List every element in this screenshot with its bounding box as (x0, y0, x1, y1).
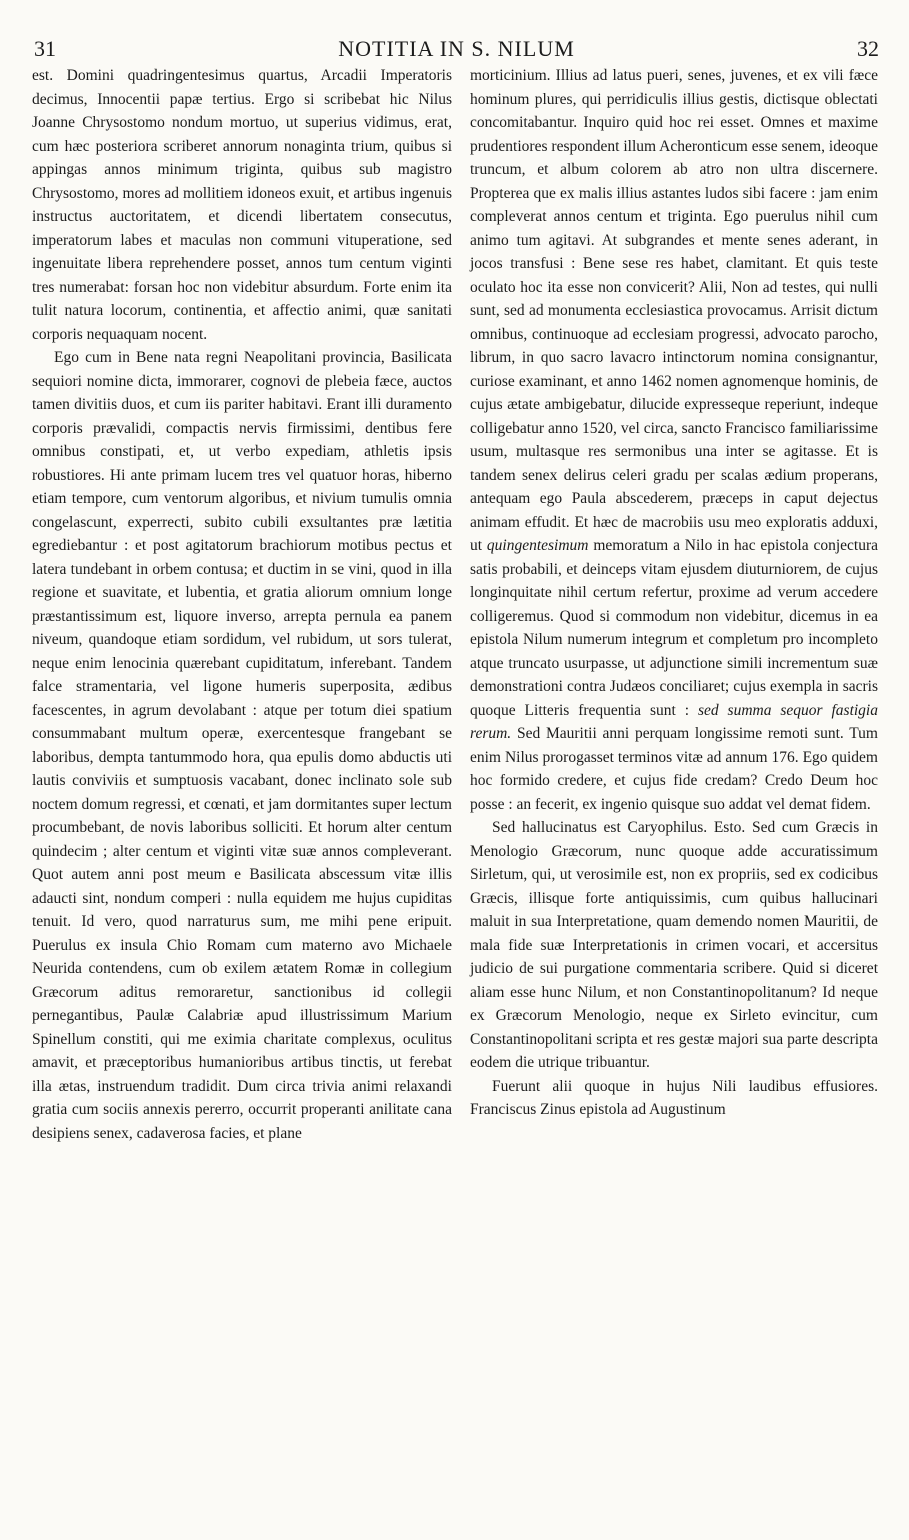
right-column (470, 64, 878, 1122)
left-column (32, 64, 452, 1145)
right-paragraph-1-text: morticinium. Illius ad latus pueri, senes, juvenes, et ex vili fæce hominum plures, qui perridiculis illius gestis, dictisque oblectati concomitabantur. Inquiro quid hoc rei esset. Omnes et maxime prudentiores respondent illum Acheronticum esse senem, ideoque truncum, et album colorem ab atro non ultra discernere. Propterea que ex malis illius astantes ludos sibi facere : jam enim compleverat annos centum et triginta. Ego puerulus nihil cum animo tum agitavi. At subgrandes et mente senes aderant, in jocos transfusi : Bene sese res habet, clamitant. Et quis teste oculato hoc ita esse non convicerit? Alii, Non ad testes, qui nulli sunt, sed ad monumenta ecclesiastica provocamus. Arrisit dictum omnibus, continuoque ad ecclesiam progressi, advocato parocho, librum, in quo sacro lavacro intinctorum nomina consignantur, curiose examinant, et anno 1462 nomen agnomenque hominis, de cujus ætate ambigebatur, dilucide expresseque reperiunt, indeque colligebatur anno 1520, vel circa, sancto Francisco familiarissime usum, multasque res sermonibus una inter se agitasse. Et is tandem senex delirus celeri gradu per scalas ædium properans, antequam ego Paula abscederem, præceps in caput dejectus animam effudit. Et hæc de macrobiis usu meo exploratis adduxi, ut (470, 67, 878, 554)
left-paragraph-1: est. Domini quadringentesimus quartus, Arcadii Imperatoris decimus, Innocentii papæ tertius. Ergo si scribebat hic Nilus Joanne Chrysostomo nondum mortuo, ut superius vidimus, erat, cum hæc posteriora scriberet annorum nonaginta trium, quibus si appingas annos minimum triginta, quibus sub magistro Chrysostomo, mores ad mollitiem idoneos exuit, et artibus ingenuis instructus auctoritatem, et dicendi libertatem consecutus, imperatorum labes et maculas non communi vituperatione, sed ingenuitate libera reprehendere posset, annos tum centum viginti tres numerabat: forsan hoc non videbitur absurdum. Forte enim ita tulit natura locorum, continentia, et affectio animi, quæ sanitati corporis nequaquam nocent. (32, 67, 452, 343)
right-paragraph-2: Sed hallucinatus est Caryophilus. Esto. Sed cum Græcis in Menologio Græcorum, nunc quoque adde accuratissimum Sirletum, qui, ut verosimile est, non ex propriis, sed ex codicibus Græcis, illisque forte antiquissimis, cum quibus hallucinari maluit in sua Interpretatione, quam demendo nomen Mauritii, de mala fide suæ Interpretationis in crimen vocari, et accersitus judicio de sui purgatione commentaria scribere. Quid si diceret aliam esse hunc Nilum, et non Constantinopolitanum? Id neque ex Græcorum Menologio, neque ex Sirleto evincitur, cum Constantinopolitani scripta et res gestæ majori sua parte descripta eodem die utrique tribuantur. (470, 819, 878, 1071)
right-paragraph-1-continued: memoratum a Nilo in hac epistola conjectura satis probabili, et deinceps vitam ejusdem diuturniorem, de cujus longinquitate nihil certum refertur, proxime ad verum accedere colligeremus. Quod si commodum non videbitur, dicemus in ea epistola Nilum numerum integrum et completum pro incompleto atque truncato usurpasse, ut adjunctione simili incrementum suæ demonstrationi contra Judæos conciliaret; cujus exempla in sacris quoque Litteris frequentia sunt : (470, 537, 878, 719)
running-header (34, 34, 879, 64)
running-title: NOTITIA IN S. NILUM (338, 36, 575, 61)
page-number-left: 31 (34, 36, 56, 61)
right-paragraph-1-end: Sed Mauritii anni perquam longissime remoti sunt. Tum enim Nilus prorogasset terminos vitæ ad annum 176. Ego quidem hoc formido credere, et cujus fide credam? Credo Deum hoc posse : an fecerit, ex ingenio quisque suo addat vel demat fidem. (470, 725, 878, 813)
left-paragraph-2: Ego cum in Bene nata regni Neapolitani provincia, Basilicata sequiori nomine dicta, immorarer, cognovi de plebeia fæce, auctos tamen divitiis duos, et cum iis pariter habitavi. Erant illi duramento corporis prævalidi, compactis nervis firmissimi, dentibus fere omnibus constipati, et, ut verbo expediam, athletis ipsis robustiores. Hi ante primam lucem tres vel quatuor horas, hiberno etiam tempore, cum ventorum algoribus, et nivium tumulis omnia congelascunt, experrecti, subito cubili exsultantes præ lætitia egrediebantur : et post agitatorum brachiorum motibus pectus et latera tundebant in orbem contusa; et ductim in se vini, quod in illa regione et suavitate, et lubentia, et gratia aliorum omnium longe præstantissimum est, liquore inverso, arrepta pernula ea panem niveum, quandoque etiam sordidum, vel rubidum, ut sors tulerat, neque enim lenocinia quærebant cupiditatum, inferebant. Tandem falce stramentaria, vel ligone humeris superposita, ædibus facescentes, in agrum devolabant : atque per totum diei spatium consummabant multum operæ, exercentesque frangebant se laboribus, dempta tantummodo hora, qua epulis domo abductis uti lautis conviviis et sumptuosis vacabant, donec inclinato sole sub noctem domum regressi, et cœnati, et jam dormitantes super lectum procumbebant, de novis laboribus solliciti. Et horum alter centum quindecim ; alter centum et viginti vitæ suæ annos compleverant. Quot autem anni post meum e Basilicata abscessum vitæ illis adaucti sint, nondum comperi : nulla equidem me hujus cupiditas tenuit. Id vero, quod narraturus sum, me mihi pene eripuit. Puerulus ex insula Chio Romam cum materno avo Michaele Neurida contendens, cum ob exilem ætatem Romæ in collegium Græcorum aditus remoraretur, sanctionibus id collegii pernegantibus, Paulæ Calabriæ apud illustrissimum Marium Spinellum constiti, qui me eximia charitate complexus, oculitus amavit, et præceptoribus humanioribus artibus tinctis, ut ferebat illa ætas, instruendum tradidit. Dum circa trivia animi relaxandi gratia cum sociis annexis pererro, occurrit properanti anilitate cana desipiens senex, cadaverosa facies, et plane (32, 349, 452, 1142)
italic-quotation: sed summa sequor fastigia rerum. (470, 701, 878, 742)
italic-quingentesimum: quingentesimum (486, 537, 589, 554)
right-paragraph-3: Fuerunt alii quoque in hujus Nili laudibus effusiores. Franciscus Zinus epistola ad Augustinum (470, 1077, 878, 1118)
right-paragraph-1 (470, 64, 878, 816)
page-number-right: 32 (857, 36, 879, 61)
